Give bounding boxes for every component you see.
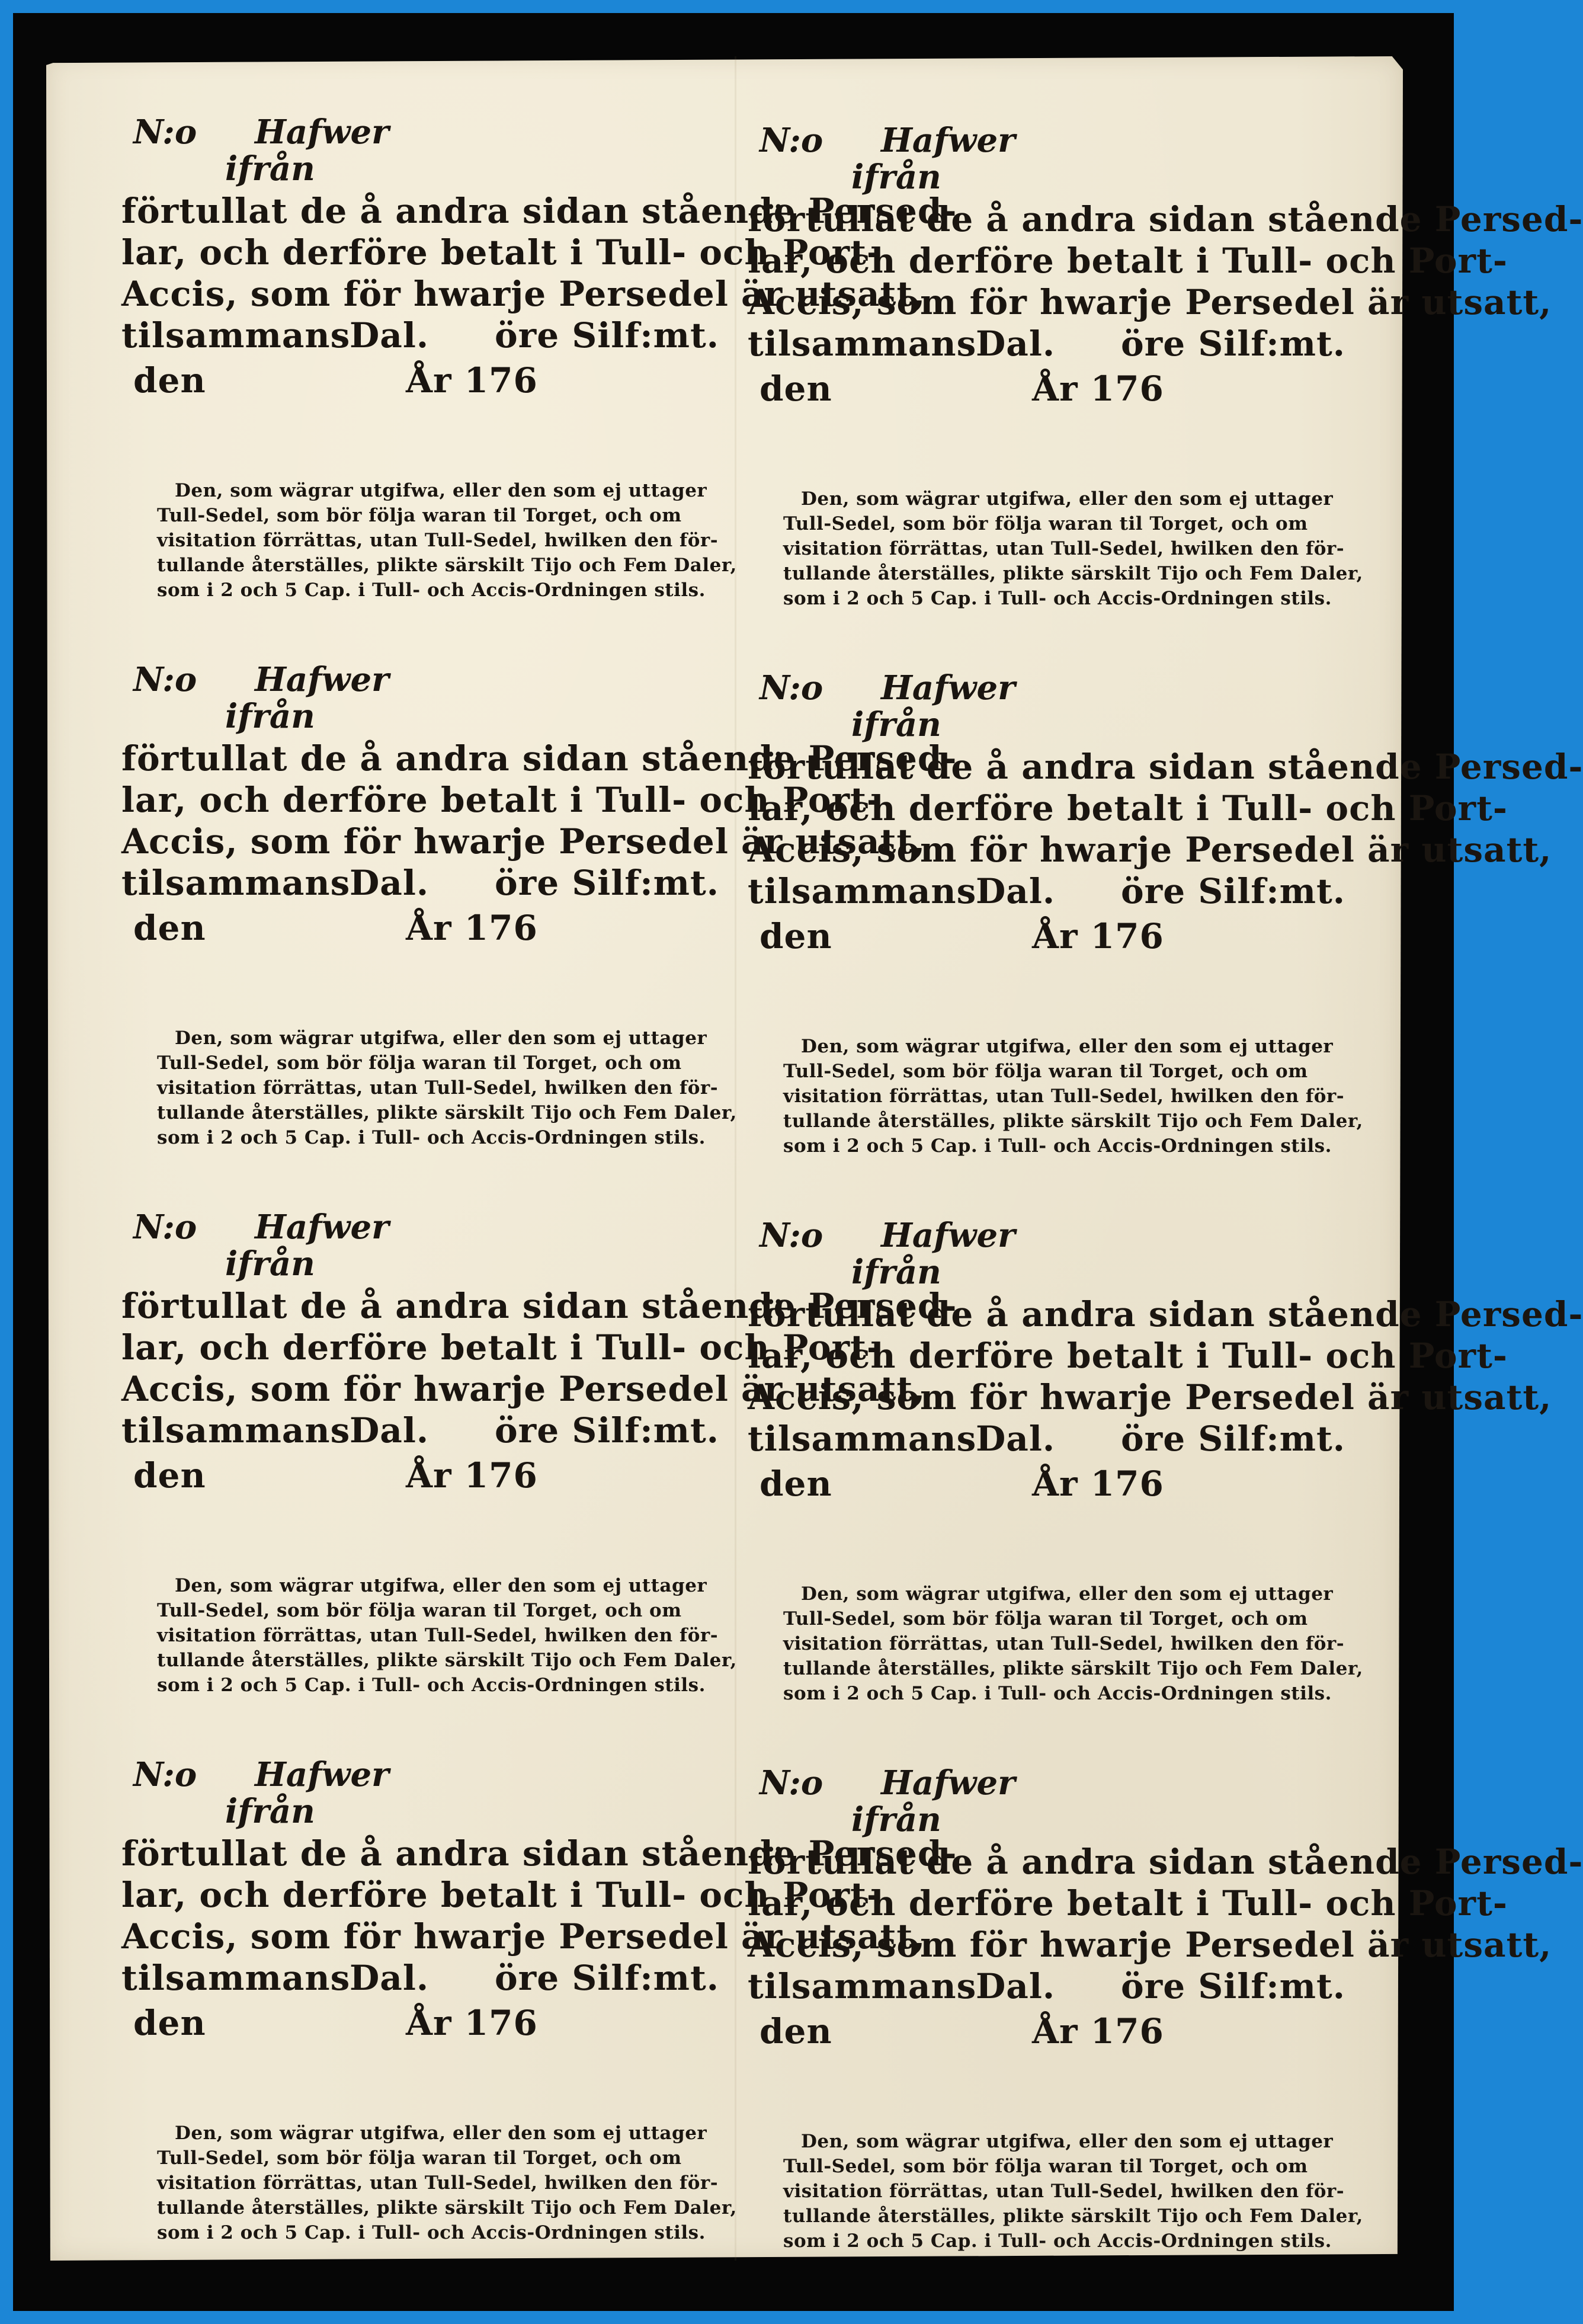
coupon-notice-line: som i 2 och 5 Cap. i Tull- och Accis-Ordningen stils. xyxy=(157,1127,706,1148)
coupon-notice-line: Tull-Sedel, som bör följa waran til Torget, och om xyxy=(157,1600,682,1621)
coupon-year-label: År 176 xyxy=(406,1455,538,1496)
coupon-notice-line: visitation förrättas, utan Tull-Sedel, hwilken den för- xyxy=(783,2181,1345,2202)
coupon-number-label: N:o xyxy=(133,1755,197,1794)
coupon-body-line: förtullat de å andra sidan stående Persed- xyxy=(121,191,957,231)
coupon-notice-line: visitation förrättas, utan Tull-Sedel, hwilken den för- xyxy=(157,1077,719,1099)
coupon-ifran-label: ifrån xyxy=(851,158,941,197)
coupon-year-label: År 176 xyxy=(1032,1464,1164,1504)
customs-receipt-coupon xyxy=(121,660,957,1170)
coupon-body-line: förtullat de å andra sidan stående Persed- xyxy=(748,1842,1583,1882)
coupon-total-label: tilsammans xyxy=(121,315,351,356)
coupon-hafwer-label: Hafwer xyxy=(881,668,1015,708)
coupon-hafwer-label: Hafwer xyxy=(881,1763,1015,1803)
coupon-body-line: Accis, som för hwarje Persedel är utsatt, xyxy=(748,1377,1552,1417)
coupon-ifran-label: ifrån xyxy=(225,697,315,736)
coupon-dal-label: Dal. xyxy=(976,1419,1056,1459)
coupon-notice-line: som i 2 och 5 Cap. i Tull- och Accis-Ordningen stils. xyxy=(157,2222,706,2243)
coupon-notice-line: tullande återställes, plikte särskilt Tijo och Fem Daler, xyxy=(157,555,737,576)
coupon-notice-line: Den, som wägrar utgifwa, eller den som ej uttager xyxy=(175,1575,707,1596)
coupon-ore-label: öre Silf:mt. xyxy=(1121,324,1346,364)
coupon-year-label: År 176 xyxy=(406,2003,538,2043)
coupon-total-label: tilsammans xyxy=(748,1966,977,2006)
coupon-year-label: År 176 xyxy=(1032,2011,1164,2051)
coupon-body-line: förtullat de å andra sidan stående Persed- xyxy=(121,1833,957,1874)
coupon-notice-line: Tull-Sedel, som bör följa waran til Torget, och om xyxy=(157,2147,682,2169)
coupon-body-line: lar, och derföre betalt i Tull- och Port- xyxy=(121,1327,882,1368)
coupon-ifran-label: ifrån xyxy=(225,1244,315,1283)
coupon-hafwer-label: Hafwer xyxy=(881,1216,1015,1255)
coupon-notice-line: tullande återställes, plikte särskilt Tijo och Fem Daler, xyxy=(157,2197,737,2219)
coupon-ore-label: öre Silf:mt. xyxy=(1121,871,1346,911)
coupon-body-line: förtullat de å andra sidan stående Persed- xyxy=(748,747,1583,787)
coupon-notice-line: tullande återställes, plikte särskilt Tijo och Fem Daler, xyxy=(783,1110,1363,1132)
coupon-dal-label: Dal. xyxy=(976,1966,1056,2006)
coupon-ifran-label: ifrån xyxy=(851,1253,941,1292)
coupon-notice-line: tullande återställes, plikte särskilt Tijo och Fem Daler, xyxy=(157,1650,737,1671)
coupon-ore-label: öre Silf:mt. xyxy=(495,1958,720,1998)
coupon-notice-line: Den, som wägrar utgifwa, eller den som ej uttager xyxy=(175,2123,707,2144)
coupon-body-line: lar, och derföre betalt i Tull- och Port- xyxy=(748,1883,1508,1923)
coupon-hafwer-label: Hafwer xyxy=(255,660,389,699)
coupon-notice-line: som i 2 och 5 Cap. i Tull- och Accis-Ordningen stils. xyxy=(157,1675,706,1696)
coupon-body-line: förtullat de å andra sidan stående Persed- xyxy=(748,1294,1583,1334)
coupon-notice-line: visitation förrättas, utan Tull-Sedel, hwilken den för- xyxy=(157,2172,719,2194)
coupon-notice-line: visitation förrättas, utan Tull-Sedel, hwilken den för- xyxy=(157,530,719,551)
coupon-hafwer-label: Hafwer xyxy=(255,1755,389,1794)
coupon-date-label: den xyxy=(760,1464,832,1504)
coupon-notice-line: Den, som wägrar utgifwa, eller den som ej uttager xyxy=(801,1036,1334,1057)
coupon-date-label: den xyxy=(760,2011,832,2051)
coupon-notice-line: Den, som wägrar utgifwa, eller den som ej uttager xyxy=(175,1027,707,1049)
coupon-dal-label: Dal. xyxy=(976,871,1056,911)
coupon-total-label: tilsammans xyxy=(121,863,351,903)
coupon-body-line: Accis, som för hwarje Persedel är utsatt, xyxy=(121,1369,926,1409)
customs-receipt-coupon xyxy=(748,121,1583,630)
coupon-body-line: förtullat de å andra sidan stående Persed- xyxy=(121,738,957,779)
coupon-notice-line: som i 2 och 5 Cap. i Tull- och Accis-Ordningen stils. xyxy=(157,580,706,601)
coupon-notice-line: som i 2 och 5 Cap. i Tull- och Accis-Ordningen stils. xyxy=(783,588,1332,609)
coupon-number-label: N:o xyxy=(133,113,197,152)
coupon-notice-line: som i 2 och 5 Cap. i Tull- och Accis-Ordningen stils. xyxy=(783,1135,1332,1157)
coupon-body-line: Accis, som för hwarje Persedel är utsatt, xyxy=(748,830,1552,870)
coupon-date-label: den xyxy=(760,369,832,409)
coupon-ifran-label: ifrån xyxy=(851,1800,941,1839)
coupon-date-label: den xyxy=(133,1455,206,1496)
coupon-dal-label: Dal. xyxy=(350,1410,430,1451)
coupon-ore-label: öre Silf:mt. xyxy=(1121,1419,1346,1459)
coupon-body-line: förtullat de å andra sidan stående Persed- xyxy=(121,1286,957,1326)
coupon-date-label: den xyxy=(760,916,832,956)
coupon-notice-line: Den, som wägrar utgifwa, eller den som ej uttager xyxy=(801,2131,1334,2152)
customs-receipt-coupon xyxy=(748,1763,1583,2273)
coupon-notice-line: som i 2 och 5 Cap. i Tull- och Accis-Ordningen stils. xyxy=(783,2230,1332,2252)
coupon-notice-line: visitation förrättas, utan Tull-Sedel, hwilken den för- xyxy=(157,1625,719,1646)
coupon-dal-label: Dal. xyxy=(350,1958,430,1998)
coupon-ore-label: öre Silf:mt. xyxy=(495,1410,720,1451)
coupon-total-label: tilsammans xyxy=(121,1410,351,1451)
coupon-hafwer-label: Hafwer xyxy=(255,113,389,152)
customs-receipt-coupon xyxy=(121,1755,957,2265)
coupon-notice-line: visitation förrättas, utan Tull-Sedel, hwilken den för- xyxy=(783,538,1345,559)
coupon-ifran-label: ifrån xyxy=(225,1792,315,1831)
coupon-notice-line: Tull-Sedel, som bör följa waran til Torget, och om xyxy=(783,1608,1308,1630)
coupon-notice-line: som i 2 och 5 Cap. i Tull- och Accis-Ordningen stils. xyxy=(783,1683,1332,1704)
coupon-year-label: År 176 xyxy=(1032,916,1164,956)
coupon-number-label: N:o xyxy=(133,1208,197,1247)
coupon-ifran-label: ifrån xyxy=(851,705,941,744)
coupon-year-label: År 176 xyxy=(1032,369,1164,409)
coupon-total-label: tilsammans xyxy=(121,1958,351,1998)
coupon-dal-label: Dal. xyxy=(350,863,430,903)
customs-receipt-coupon xyxy=(121,113,957,622)
coupon-body-line: lar, och derföre betalt i Tull- och Port- xyxy=(121,232,882,273)
coupon-number-label: N:o xyxy=(133,660,197,699)
coupon-number-label: N:o xyxy=(760,121,823,160)
coupon-notice-line: Den, som wägrar utgifwa, eller den som ej uttager xyxy=(175,480,707,501)
coupon-hafwer-label: Hafwer xyxy=(881,121,1015,160)
coupon-notice-line: Tull-Sedel, som bör följa waran til Torget, och om xyxy=(157,505,682,526)
coupon-hafwer-label: Hafwer xyxy=(255,1208,389,1247)
coupon-body-line: lar, och derföre betalt i Tull- och Port- xyxy=(748,788,1508,828)
coupon-body-line: lar, och derföre betalt i Tull- och Port- xyxy=(748,1336,1508,1376)
coupon-date-label: den xyxy=(133,2003,206,2043)
coupon-notice-line: visitation förrättas, utan Tull-Sedel, hwilken den för- xyxy=(783,1633,1345,1654)
coupon-body-line: lar, och derföre betalt i Tull- och Port- xyxy=(121,780,882,820)
coupon-year-label: År 176 xyxy=(406,360,538,401)
coupon-notice-line: Den, som wägrar utgifwa, eller den som ej uttager xyxy=(801,1583,1334,1605)
coupon-notice-line: Tull-Sedel, som bör följa waran til Torget, och om xyxy=(783,2156,1308,2177)
coupon-date-label: den xyxy=(133,908,206,948)
coupon-body-line: Accis, som för hwarje Persedel är utsatt, xyxy=(748,1925,1552,1965)
coupon-total-label: tilsammans xyxy=(748,324,977,364)
coupon-notice-line: Den, som wägrar utgifwa, eller den som ej uttager xyxy=(801,488,1334,510)
coupon-body-line: lar, och derföre betalt i Tull- och Port- xyxy=(121,1875,882,1915)
coupon-body-line: Accis, som för hwarje Persedel är utsatt, xyxy=(121,821,926,862)
coupon-number-label: N:o xyxy=(760,668,823,708)
coupon-notice-line: Tull-Sedel, som bör följa waran til Torget, och om xyxy=(783,513,1308,534)
coupon-body-line: Accis, som för hwarje Persedel är utsatt, xyxy=(121,274,926,314)
coupon-total-label: tilsammans xyxy=(748,1419,977,1459)
customs-receipt-coupon xyxy=(121,1208,957,1717)
coupon-body-line: förtullat de å andra sidan stående Persed- xyxy=(748,199,1583,239)
coupon-total-label: tilsammans xyxy=(748,871,977,911)
coupon-notice-line: tullande återställes, plikte särskilt Tijo och Fem Daler, xyxy=(783,563,1363,584)
coupon-number-label: N:o xyxy=(760,1216,823,1255)
coupon-body-line: Accis, som för hwarje Persedel är utsatt, xyxy=(121,1916,926,1957)
coupon-notice-line: visitation förrättas, utan Tull-Sedel, hwilken den för- xyxy=(783,1086,1345,1107)
coupon-dal-label: Dal. xyxy=(350,315,430,356)
coupon-body-line: lar, och derföre betalt i Tull- och Port- xyxy=(748,241,1508,281)
coupon-dal-label: Dal. xyxy=(976,324,1056,364)
coupon-notice-line: tullande återställes, plikte särskilt Tijo och Fem Daler, xyxy=(783,2205,1363,2227)
customs-receipt-coupon xyxy=(748,668,1583,1178)
coupon-notice-line: Tull-Sedel, som bör följa waran til Torget, och om xyxy=(157,1052,682,1074)
coupon-ore-label: öre Silf:mt. xyxy=(495,863,720,903)
coupon-notice-line: tullande återställes, plikte särskilt Tijo och Fem Daler, xyxy=(157,1102,737,1123)
coupon-year-label: År 176 xyxy=(406,908,538,948)
coupon-notice-line: tullande återställes, plikte särskilt Tijo och Fem Daler, xyxy=(783,1658,1363,1679)
coupon-ore-label: öre Silf:mt. xyxy=(1121,1966,1346,2006)
coupon-ifran-label: ifrån xyxy=(225,149,315,188)
coupon-body-line: Accis, som för hwarje Persedel är utsatt, xyxy=(748,282,1552,322)
coupon-ore-label: öre Silf:mt. xyxy=(495,315,720,356)
customs-receipt-coupon xyxy=(748,1216,1583,1726)
coupon-notice-line: Tull-Sedel, som bör följa waran til Torget, och om xyxy=(783,1061,1308,1082)
coupon-date-label: den xyxy=(133,360,206,401)
coupon-number-label: N:o xyxy=(760,1763,823,1803)
